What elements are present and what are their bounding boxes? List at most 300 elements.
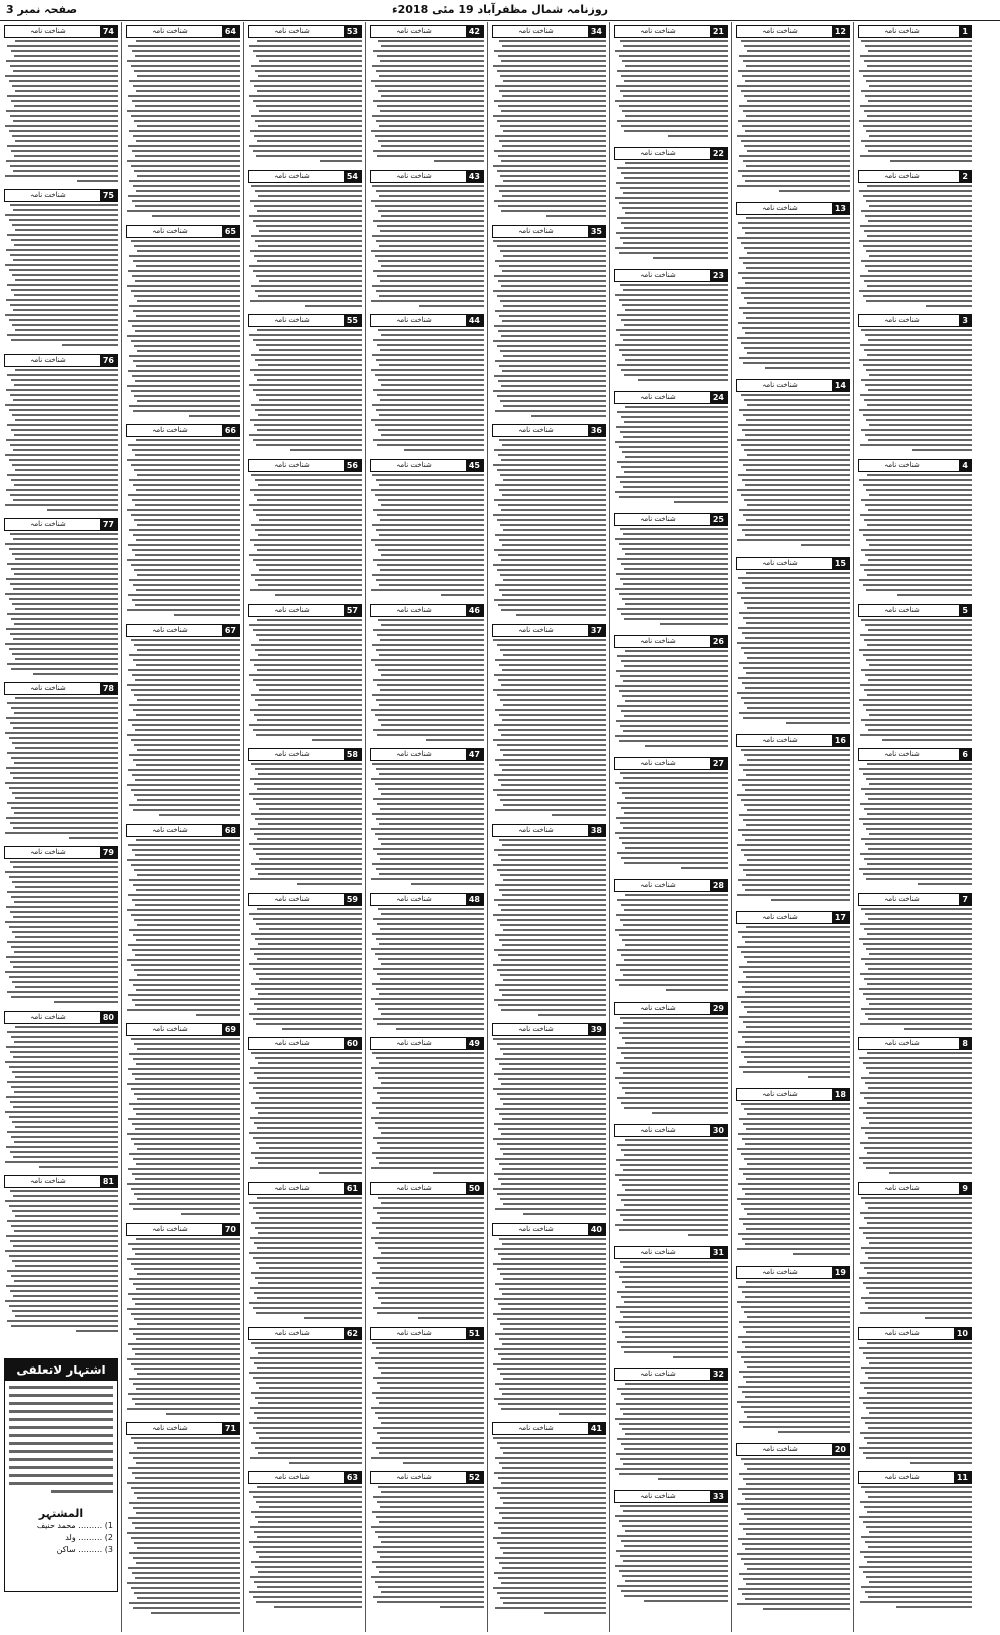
text-line	[739, 712, 850, 714]
text-line	[494, 325, 606, 327]
text-line	[9, 598, 118, 600]
text-line	[13, 1156, 118, 1158]
text-line	[14, 1041, 118, 1043]
text-line	[131, 340, 240, 342]
text-line	[503, 1328, 606, 1330]
text-line	[737, 1198, 850, 1200]
text-line	[249, 1541, 362, 1543]
text-line	[498, 280, 606, 282]
text-line	[12, 792, 118, 794]
notice-kind: شناخت نامہ	[30, 27, 66, 35]
text-line	[497, 1592, 606, 1594]
text-line	[745, 941, 850, 943]
text-line	[7, 563, 118, 565]
text-line	[13, 170, 118, 172]
text-line	[741, 140, 850, 142]
text-line	[867, 1561, 972, 1563]
text-line	[869, 374, 972, 376]
text-line	[134, 644, 240, 646]
text-line	[622, 354, 728, 356]
text-line	[502, 95, 606, 97]
text-line	[127, 559, 240, 561]
text-line	[499, 664, 606, 666]
text-line	[494, 949, 606, 951]
text-line	[861, 260, 972, 262]
text-line	[250, 250, 362, 252]
notice-kind: شناخت نامہ	[884, 1473, 920, 1482]
notice-kind: شناخت نامہ	[884, 1039, 920, 1048]
text-line	[620, 822, 728, 824]
text-line	[738, 120, 850, 122]
text-line	[868, 729, 972, 731]
text-line	[134, 120, 240, 122]
notice-header	[4, 1175, 118, 1188]
text-line	[6, 1096, 118, 1098]
text-line	[745, 232, 850, 234]
text-line	[129, 1602, 240, 1604]
text-line	[253, 1018, 362, 1020]
text-line	[623, 1266, 728, 1268]
text-line	[615, 197, 728, 199]
text-line	[132, 449, 240, 451]
text-line	[378, 1486, 484, 1488]
text-line	[253, 1087, 362, 1089]
text-line	[249, 95, 362, 97]
text-line	[253, 150, 362, 152]
text-line	[615, 685, 728, 687]
text-line	[503, 479, 606, 481]
text-line	[249, 434, 362, 436]
text-line	[251, 1152, 362, 1154]
text-line	[131, 65, 240, 67]
text-line	[617, 558, 728, 560]
text-line	[864, 569, 972, 571]
text-line	[742, 277, 850, 279]
text-line	[254, 1122, 362, 1124]
notice-kind: شناخت نامہ	[518, 1224, 554, 1233]
notice	[248, 1468, 362, 1613]
text-line	[745, 1041, 850, 1043]
text-line	[744, 1411, 850, 1413]
text-line	[616, 85, 728, 87]
notice-number: 18	[832, 1089, 849, 1100]
text-line	[499, 265, 606, 267]
text-line	[498, 1577, 606, 1579]
disclaimer-advert	[4, 1358, 118, 1592]
text-line	[250, 1576, 362, 1578]
text-line	[869, 544, 972, 546]
notice-kind: شناخت نامہ	[152, 226, 188, 235]
notice-kind: شناخت نامہ	[396, 1184, 432, 1192]
text-line	[256, 923, 362, 925]
text-line	[868, 220, 972, 222]
notice	[370, 601, 484, 746]
text-line	[10, 304, 118, 306]
text-line	[249, 724, 362, 726]
text-line	[258, 1112, 362, 1114]
text-line	[135, 155, 240, 157]
text-line	[863, 993, 972, 995]
text-line	[625, 944, 728, 946]
notice-kind: شناخت نامہ	[274, 894, 310, 903]
text-line	[7, 891, 118, 893]
text-line	[257, 1486, 362, 1488]
text-line	[864, 519, 972, 521]
text-line	[378, 1417, 484, 1419]
text-line	[738, 577, 850, 579]
text-line	[744, 297, 850, 299]
text-line	[869, 1581, 972, 1583]
text-line	[134, 170, 240, 172]
text-line	[620, 1458, 728, 1460]
text-line	[15, 229, 118, 231]
text-line	[625, 309, 728, 311]
text-line	[622, 1575, 728, 1577]
text-line	[136, 1388, 240, 1390]
text-line	[495, 759, 606, 761]
text-line	[621, 319, 728, 321]
text-line	[136, 140, 240, 142]
text-line	[622, 1184, 728, 1186]
notice-header	[858, 459, 972, 472]
text-line	[625, 1092, 728, 1094]
text-line	[5, 971, 118, 973]
text-line	[380, 1147, 484, 1149]
notice-number: 1	[959, 26, 971, 37]
text-line	[132, 1123, 240, 1125]
notice-header	[248, 1471, 362, 1484]
text-line	[494, 549, 606, 551]
text-line	[745, 80, 850, 82]
text-line	[376, 649, 484, 651]
text-line	[259, 1506, 362, 1508]
notice-number: 54	[344, 171, 361, 182]
text-line	[132, 499, 240, 501]
text-line	[619, 349, 728, 351]
text-line	[621, 613, 728, 615]
text-line	[129, 1378, 240, 1380]
text-line	[500, 574, 606, 576]
text-line	[495, 1108, 606, 1110]
text-line	[621, 1102, 728, 1104]
text-line	[372, 983, 484, 985]
notice-header	[614, 1368, 728, 1381]
text-line	[5, 543, 118, 545]
text-line	[5, 1200, 118, 1202]
text-line	[5, 871, 118, 873]
text-line	[257, 619, 362, 621]
text-line	[378, 499, 484, 501]
text-line	[253, 1137, 362, 1139]
text-line	[251, 1342, 362, 1344]
text-line	[136, 664, 240, 666]
text-line	[497, 1093, 606, 1095]
text-line	[373, 1496, 484, 1498]
text-line	[501, 684, 606, 686]
text-line	[131, 1587, 240, 1589]
text-line	[747, 961, 850, 963]
text-line	[12, 1310, 118, 1312]
text-line	[133, 310, 240, 312]
text-line	[744, 754, 850, 756]
notice-kind: شناخت نامہ	[152, 625, 188, 634]
text-line	[615, 491, 728, 493]
notice-kind: شناخت نامہ	[884, 750, 920, 759]
text-line	[746, 1483, 850, 1485]
text-line	[861, 1536, 972, 1538]
text-line	[861, 1127, 972, 1129]
text-line	[739, 764, 850, 766]
text-line	[741, 1051, 850, 1053]
text-line	[6, 767, 118, 769]
text-line	[131, 165, 240, 167]
text-line	[741, 40, 850, 42]
text-line	[254, 1581, 362, 1583]
text-line	[373, 1207, 484, 1209]
text-line	[615, 100, 728, 102]
text-line	[869, 1362, 972, 1364]
text-line	[495, 260, 606, 262]
text-line	[372, 235, 484, 237]
text-line	[778, 1431, 850, 1433]
text-line	[257, 549, 362, 551]
text-line	[620, 969, 728, 971]
text-line	[737, 85, 850, 87]
text-line	[249, 265, 362, 267]
text-line	[376, 70, 484, 72]
text-line	[502, 195, 606, 197]
text-line	[128, 719, 240, 721]
text-line	[742, 1593, 850, 1595]
text-line	[373, 339, 484, 341]
text-line	[737, 894, 850, 896]
notice	[370, 745, 484, 890]
text-line	[15, 469, 118, 471]
text-line	[378, 788, 484, 790]
notice-header	[4, 189, 118, 202]
text-line	[377, 853, 484, 855]
text-line	[500, 1373, 606, 1375]
text-line	[493, 340, 606, 342]
text-line	[137, 75, 240, 77]
text-line	[742, 1238, 850, 1240]
text-line	[127, 110, 240, 112]
text-line	[494, 100, 606, 102]
notice-number: 15	[832, 558, 849, 569]
text-line	[502, 894, 606, 896]
text-line	[253, 339, 362, 341]
text-line	[127, 1582, 240, 1584]
notice-number: 50	[466, 1183, 483, 1194]
text-line	[371, 419, 484, 421]
text-line	[13, 727, 118, 729]
text-line	[495, 1557, 606, 1559]
text-line	[13, 866, 118, 868]
text-line	[257, 669, 362, 671]
notice-header	[248, 748, 362, 761]
text-line	[859, 529, 972, 531]
text-line	[499, 539, 606, 541]
notice-header	[736, 1443, 850, 1456]
text-line	[250, 1117, 362, 1119]
text-line	[259, 280, 362, 282]
text-line	[860, 55, 972, 57]
text-line	[745, 1143, 850, 1145]
text-line	[379, 414, 484, 416]
notice-number: 52	[466, 1472, 483, 1483]
text-line	[865, 1082, 972, 1084]
text-line	[127, 959, 240, 961]
text-line	[377, 1092, 484, 1094]
text-line	[257, 838, 362, 840]
text-line	[254, 1072, 362, 1074]
text-line	[741, 342, 850, 344]
text-line	[741, 647, 850, 649]
text-line	[498, 854, 606, 856]
text-line	[497, 245, 606, 247]
text-line	[860, 344, 972, 346]
text-line	[494, 774, 606, 776]
text-line	[373, 50, 484, 52]
notice-header	[126, 424, 240, 437]
column-7	[734, 22, 852, 1635]
text-line	[869, 1003, 972, 1005]
text-line	[738, 1386, 850, 1388]
text-line	[5, 404, 118, 406]
text-line	[373, 798, 484, 800]
text-line	[865, 1013, 972, 1015]
text-line	[867, 65, 972, 67]
text-line	[251, 1392, 362, 1394]
text-line	[624, 909, 728, 911]
text-line	[174, 614, 240, 616]
notice	[126, 222, 240, 422]
text-line	[13, 1245, 118, 1247]
text-line	[7, 1131, 118, 1133]
text-line	[864, 1506, 972, 1508]
text-line	[620, 237, 728, 239]
text-line	[137, 1547, 240, 1549]
text-line	[622, 451, 728, 453]
text-line	[254, 544, 362, 546]
text-line	[257, 329, 362, 331]
notice-kind: شناخت نامہ	[884, 171, 920, 180]
text-line	[137, 350, 240, 352]
text-line	[11, 896, 118, 898]
text-line	[501, 909, 606, 911]
text-line	[133, 584, 240, 586]
text-line	[259, 858, 362, 860]
notice-kind: شناخت نامہ	[640, 759, 676, 768]
notice-header	[126, 25, 240, 38]
text-line	[739, 509, 850, 511]
text-line	[493, 1537, 606, 1539]
text-line	[500, 974, 606, 976]
text-line	[12, 742, 118, 744]
text-line	[127, 459, 240, 461]
notice	[248, 1179, 362, 1324]
notice-header	[492, 25, 606, 38]
advert-text-line	[51, 1490, 113, 1493]
text-line	[497, 345, 606, 347]
text-line	[863, 773, 972, 775]
notice	[614, 754, 728, 876]
text-line	[617, 705, 728, 707]
text-line	[127, 509, 240, 511]
text-line	[621, 172, 728, 174]
text-line	[617, 1585, 728, 1587]
text-line	[258, 364, 362, 366]
text-line	[493, 1088, 606, 1090]
text-line	[257, 260, 362, 262]
text-line	[379, 654, 484, 656]
text-line	[623, 1072, 728, 1074]
text-line	[380, 230, 484, 232]
text-line	[746, 774, 850, 776]
text-line	[250, 1237, 362, 1239]
text-line	[127, 684, 240, 686]
notice	[492, 22, 606, 222]
text-line	[9, 219, 118, 221]
text-line	[624, 177, 728, 179]
text-line	[866, 1357, 972, 1359]
text-line	[625, 1336, 728, 1338]
text-line	[867, 185, 972, 187]
text-line	[129, 479, 240, 481]
text-line	[251, 933, 362, 935]
text-line	[495, 1208, 606, 1210]
notice-kind: شناخت نامہ	[884, 894, 920, 903]
text-line	[137, 699, 240, 701]
text-line	[860, 734, 972, 736]
text-line	[861, 429, 972, 431]
notice-number: 62	[344, 1328, 361, 1339]
text-line	[373, 509, 484, 511]
text-line	[746, 165, 850, 167]
text-line	[746, 1281, 850, 1283]
text-line	[617, 949, 728, 951]
text-line	[861, 619, 972, 621]
advert-text-line	[9, 1434, 113, 1437]
text-line	[868, 848, 972, 850]
text-line	[501, 784, 606, 786]
text-line	[742, 125, 850, 127]
text-line	[377, 634, 484, 636]
notice-number: 49	[466, 1038, 483, 1049]
text-line	[926, 305, 972, 307]
text-line	[135, 55, 240, 57]
text-line	[129, 355, 240, 357]
text-line	[860, 973, 972, 975]
text-line	[737, 996, 850, 998]
text-line	[623, 583, 728, 585]
text-line	[10, 583, 118, 585]
text-line	[742, 227, 850, 229]
text-line	[62, 344, 118, 346]
text-line	[259, 808, 362, 810]
text-line	[14, 244, 118, 246]
text-line	[10, 1101, 118, 1103]
text-line	[863, 1162, 972, 1164]
text-line	[378, 1586, 484, 1588]
text-line	[493, 564, 606, 566]
text-line	[859, 1057, 972, 1059]
text-line	[127, 1482, 240, 1484]
text-line	[13, 70, 118, 72]
text-line	[379, 1112, 484, 1114]
text-line	[255, 1107, 362, 1109]
text-line	[503, 180, 606, 182]
